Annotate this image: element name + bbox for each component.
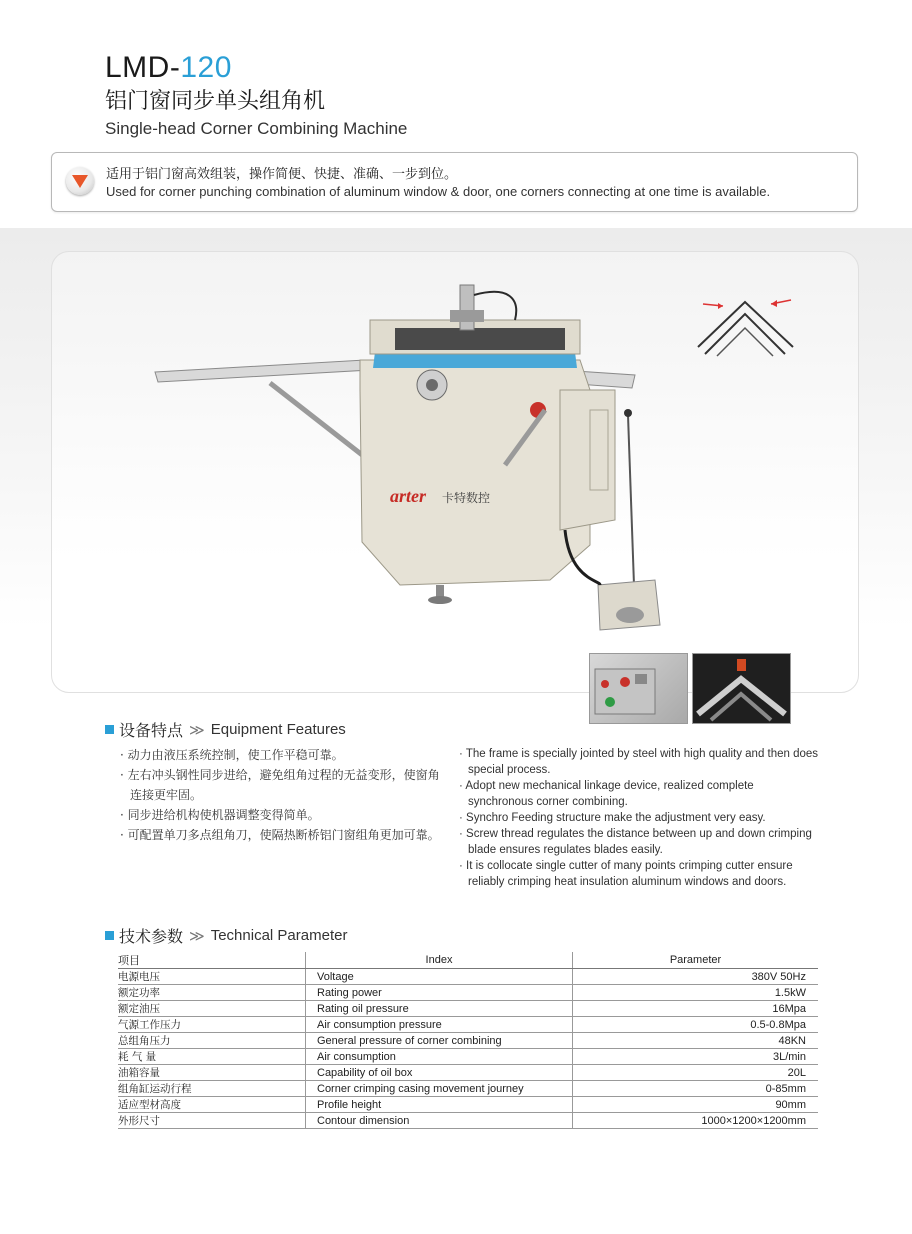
- table-row: [118, 985, 818, 1001]
- cell-item: 油箱容量: [118, 1065, 306, 1081]
- cell-item: 外形尺寸: [118, 1113, 306, 1129]
- crimping-cutter-thumbnail: [692, 653, 791, 724]
- cell-parameter: 380V 50Hz: [573, 969, 819, 985]
- machine-illustration: [150, 280, 700, 640]
- feature-item: · 同步进给机构使机器调整变得简单。: [120, 808, 320, 822]
- cell-parameter: 0-85mm: [573, 1081, 819, 1097]
- intro-text-english: Used for corner punching combination of aluminum window & door, one corners connecting at one time is available.: [106, 184, 771, 199]
- features-english-list: [459, 746, 821, 890]
- cell-index: Profile height: [306, 1097, 573, 1113]
- feature-item: · The frame is specially jointed by steel with high quality and then does special process.: [459, 748, 819, 776]
- feature-item: · Screw thread regulates the distance between up and down crimping blade ensures regulates blades easily.: [459, 828, 812, 856]
- table-row: [118, 1033, 818, 1049]
- heading-english: Equipment Features: [210, 721, 346, 738]
- intro-box: [51, 152, 858, 212]
- cell-item: 耗 气 量: [118, 1049, 306, 1065]
- cell-parameter: 48KN: [573, 1033, 819, 1049]
- table-row: [118, 1113, 818, 1129]
- technical-parameter-heading: [105, 924, 347, 947]
- corner-combining-diagram: [693, 292, 803, 372]
- machine-brand-chinese: 卡特数控: [442, 491, 491, 505]
- cell-parameter: 20L: [573, 1065, 819, 1081]
- table-row: [118, 1001, 818, 1017]
- feature-item: · 动力由液压系统控制，使工作平稳可靠。: [120, 748, 344, 762]
- title-chinese: 铝门窗同步单头组角机: [105, 89, 326, 114]
- cell-item: 气源工作压力: [118, 1017, 306, 1033]
- feature-item: · 左右冲头钢性同步进给，避免组角过程的无益变形，使窗角连接更牢固。: [120, 768, 440, 802]
- table-row: [118, 1081, 818, 1097]
- model-title: [105, 50, 407, 86]
- double-chevron-icon: ≫: [189, 927, 205, 945]
- cell-item: 适应型材高度: [118, 1097, 306, 1113]
- cell-item: 组角缸运动行程: [118, 1081, 306, 1097]
- down-arrow-icon: [66, 167, 94, 195]
- cell-index: Rating power: [306, 985, 573, 1001]
- cell-index: Capability of oil box: [306, 1065, 573, 1081]
- table-row: [118, 969, 818, 985]
- blue-square-icon: [105, 725, 114, 734]
- intro-text-chinese: 适用于铝门窗高效组装，操作简便、快捷、准确、一步到位。: [106, 167, 458, 182]
- blue-square-icon: [105, 931, 114, 940]
- table-row: [118, 1017, 818, 1033]
- feature-item: · Adopt new mechanical linkage device, realized complete synchronous corner combining.: [459, 780, 754, 808]
- table-header-row: [118, 952, 818, 969]
- cell-parameter: 16Mpa: [573, 1001, 819, 1017]
- feature-item: · 可配置单刀多点组角刀，使隔热断桥铝门窗组角更加可靠。: [120, 828, 440, 842]
- heading-chinese: 技术参数: [119, 927, 184, 946]
- cell-item: 总组角压力: [118, 1033, 306, 1049]
- cell-parameter: 0.5-0.8Mpa: [573, 1017, 819, 1033]
- table-row: [118, 1049, 818, 1065]
- column-header: Index: [306, 952, 573, 969]
- feature-item: · It is collocate single cutter of many points crimping cutter ensure reliably crimping heat insulation aluminum windows and doors.: [459, 860, 793, 888]
- cell-item: 额定油压: [118, 1001, 306, 1017]
- cell-item: 额定功率: [118, 985, 306, 1001]
- cell-index: Contour dimension: [306, 1113, 573, 1129]
- double-chevron-icon: ≫: [189, 721, 205, 739]
- control-panel-thumbnail: [589, 653, 688, 724]
- cell-index: Rating oil pressure: [306, 1001, 573, 1017]
- column-header: Parameter: [573, 952, 819, 969]
- cell-item: 电源电压: [118, 969, 306, 985]
- heading-english: Technical Parameter: [210, 927, 348, 944]
- title-english: Single-head Corner Combining Machine: [105, 119, 408, 138]
- model-prefix: LMD-: [105, 51, 181, 84]
- cell-index: Air consumption pressure: [306, 1017, 573, 1033]
- cell-index: Air consumption: [306, 1049, 573, 1065]
- technical-parameter-table: [118, 952, 818, 1129]
- feature-item: · Synchro Feeding structure make the adjustment very easy.: [459, 812, 766, 824]
- cell-parameter: 1000×1200×1200mm: [573, 1113, 819, 1129]
- cell-parameter: 1.5kW: [573, 985, 819, 1001]
- model-number: 120: [180, 51, 232, 84]
- cell-parameter: 3L/min: [573, 1049, 819, 1065]
- cell-index: Voltage: [306, 969, 573, 985]
- cell-index: General pressure of corner combining: [306, 1033, 573, 1049]
- features-chinese-list: [120, 745, 440, 845]
- machine-brand-logo: arter: [390, 486, 426, 506]
- cell-parameter: 90mm: [573, 1097, 819, 1113]
- table-row: [118, 1097, 818, 1113]
- table-row: [118, 1065, 818, 1081]
- column-header: 项目: [118, 952, 306, 969]
- heading-chinese: 设备特点: [119, 721, 184, 740]
- equipment-features-heading: [105, 718, 346, 741]
- cell-index: Corner crimping casing movement journey: [306, 1081, 573, 1097]
- header: [105, 50, 407, 140]
